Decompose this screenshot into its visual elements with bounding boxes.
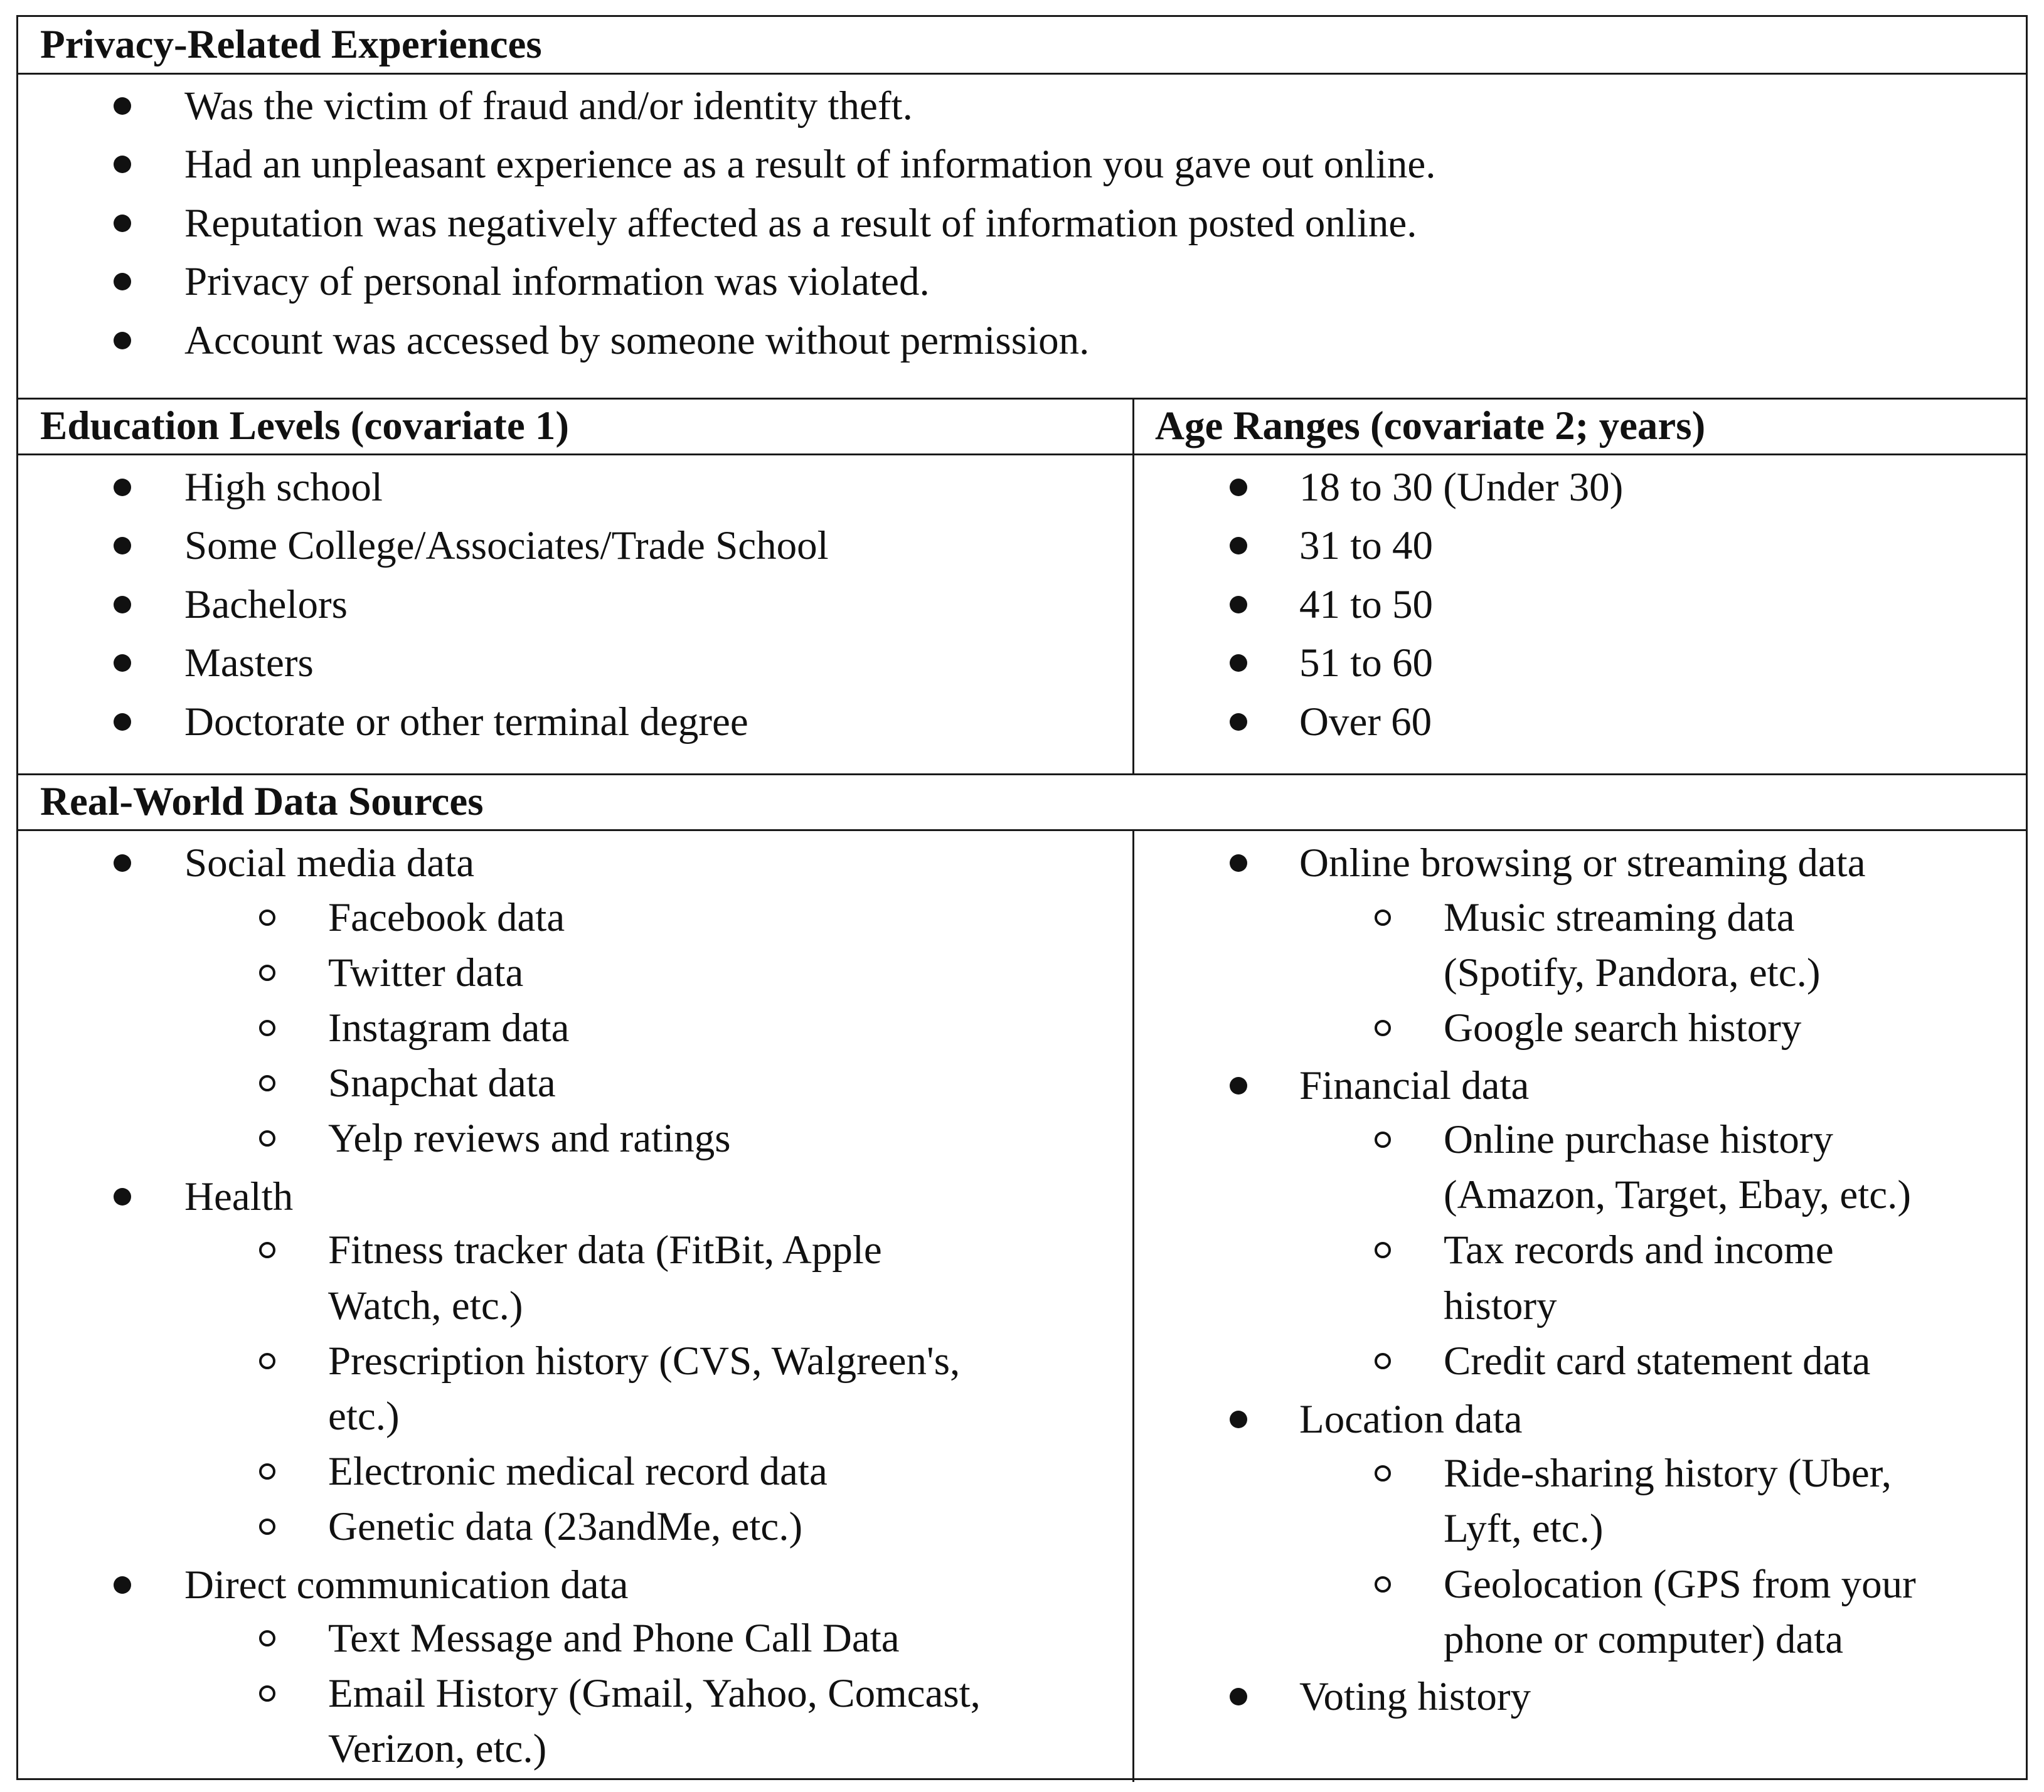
sub-bullet-icon [259, 1353, 275, 1369]
sub-bullet-icon [259, 1463, 275, 1480]
list-item: Over 60 [1299, 699, 1432, 745]
bullet-icon [114, 215, 131, 232]
privacy-header: Privacy-Related Experiences [40, 22, 542, 67]
bullet-icon [114, 273, 131, 290]
sub-bullet-icon [259, 1130, 275, 1147]
sub-bullet-icon [1375, 1020, 1391, 1036]
list-item: etc.) [328, 1394, 400, 1439]
list-item: Direct communication data [184, 1562, 629, 1608]
list-item: Watch, etc.) [328, 1283, 523, 1328]
bullet-icon [1230, 1688, 1247, 1705]
list-item: Electronic medical record data [328, 1449, 828, 1494]
bullet-icon [1230, 713, 1247, 731]
bullet-icon [114, 854, 131, 872]
sub-bullet-icon [1375, 1132, 1391, 1148]
sub-bullet-icon [259, 1242, 275, 1258]
sub-bullet-icon [1375, 909, 1391, 926]
rule [18, 453, 2026, 455]
rule [18, 829, 2026, 831]
bullet-icon [114, 1576, 131, 1594]
list-item: Tax records and income [1444, 1227, 1834, 1273]
bullet-icon [114, 156, 131, 173]
list-item: Location data [1299, 1397, 1523, 1442]
sub-bullet-icon [259, 1075, 275, 1091]
bullet-icon [114, 713, 131, 731]
list-item: Email History (Gmail, Yahoo, Comcast, [328, 1671, 981, 1716]
list-item: (Spotify, Pandora, etc.) [1444, 950, 1821, 995]
bullet-icon [1230, 1411, 1247, 1428]
bullet-icon [114, 596, 131, 613]
sub-bullet-icon [259, 1630, 275, 1646]
list-item: Verizon, etc.) [328, 1726, 547, 1771]
list-item: Doctorate or other terminal degree [184, 699, 748, 745]
list-item: Music streaming data [1444, 895, 1795, 940]
list-item: Text Message and Phone Call Data [328, 1616, 900, 1661]
list-item: 41 to 50 [1299, 582, 1434, 627]
list-item: Masters [184, 640, 314, 686]
list-item: Snapchat data [328, 1061, 556, 1106]
list-item: Prescription history (CVS, Walgreen's, [328, 1339, 961, 1384]
bullet-icon [1230, 1077, 1247, 1095]
list-item: Online browsing or streaming data [1299, 840, 1866, 886]
list-item: Social media data [184, 840, 475, 886]
rule [18, 73, 2026, 75]
education-header: Education Levels (covariate 1) [40, 403, 570, 448]
list-item: Instagram data [328, 1005, 570, 1051]
sub-bullet-icon [1375, 1465, 1391, 1482]
bullet-icon [114, 1188, 131, 1206]
bullet-icon [1230, 654, 1247, 672]
list-item: Reputation was negatively affected as a result of information posted online. [184, 201, 1417, 246]
data-table [16, 15, 2028, 1780]
list-item: Was the victim of fraud and/or identity theft. [184, 83, 913, 129]
column-divider [1132, 829, 1134, 1782]
bullet-icon [114, 479, 131, 496]
list-item: Online purchase history [1444, 1117, 1833, 1162]
list-item: Had an unpleasant experience as a result of information you gave out online. [184, 142, 1436, 187]
list-item: Twitter data [328, 950, 524, 995]
list-item: 18 to 30 (Under 30) [1299, 465, 1624, 510]
sub-bullet-icon [1375, 1353, 1391, 1369]
sub-bullet-icon [259, 1020, 275, 1036]
sources-header: Real-World Data Sources [40, 779, 484, 824]
list-item: Google search history [1444, 1005, 1802, 1051]
list-item: history [1444, 1283, 1557, 1328]
list-item: Privacy of personal information was violated. [184, 259, 930, 304]
list-item: Yelp reviews and ratings [328, 1116, 731, 1161]
sub-bullet-icon [259, 909, 275, 926]
sub-bullet-icon [259, 965, 275, 981]
sub-bullet-icon [259, 1519, 275, 1535]
list-item: Some College/Associates/Trade School [184, 523, 829, 568]
bullet-icon [1230, 479, 1247, 496]
age-header: Age Ranges (covariate 2; years) [1155, 403, 1706, 448]
list-item: 31 to 40 [1299, 523, 1434, 568]
list-item: phone or computer) data [1444, 1617, 1844, 1662]
bullet-icon [114, 97, 131, 115]
list-item: Ride-sharing history (Uber, [1444, 1451, 1892, 1496]
list-item: Lyft, etc.) [1444, 1506, 1604, 1551]
list-item: Health [184, 1174, 294, 1219]
list-item: (Amazon, Target, Ebay, etc.) [1444, 1172, 1912, 1217]
sub-bullet-icon [1375, 1576, 1391, 1593]
bullet-icon [1230, 596, 1247, 613]
bullet-icon [114, 537, 131, 554]
column-divider [1132, 398, 1134, 775]
sub-bullet-icon [259, 1685, 275, 1702]
list-item: 51 to 60 [1299, 640, 1434, 686]
bullet-icon [114, 332, 131, 349]
bullet-icon [1230, 537, 1247, 554]
list-item: Account was accessed by someone without permission. [184, 318, 1090, 363]
list-item: Fitness tracker data (FitBit, Apple [328, 1227, 882, 1273]
list-item: High school [184, 465, 383, 510]
list-item: Facebook data [328, 895, 565, 940]
list-item: Geolocation (GPS from your [1444, 1562, 1916, 1607]
bullet-icon [1230, 854, 1247, 872]
list-item: Credit card statement data [1444, 1339, 1871, 1384]
list-item: Financial data [1299, 1063, 1530, 1108]
list-item: Voting history [1299, 1674, 1531, 1719]
list-item: Genetic data (23andMe, etc.) [328, 1504, 803, 1549]
list-item: Bachelors [184, 582, 348, 627]
sub-bullet-icon [1375, 1242, 1391, 1258]
bullet-icon [114, 654, 131, 672]
